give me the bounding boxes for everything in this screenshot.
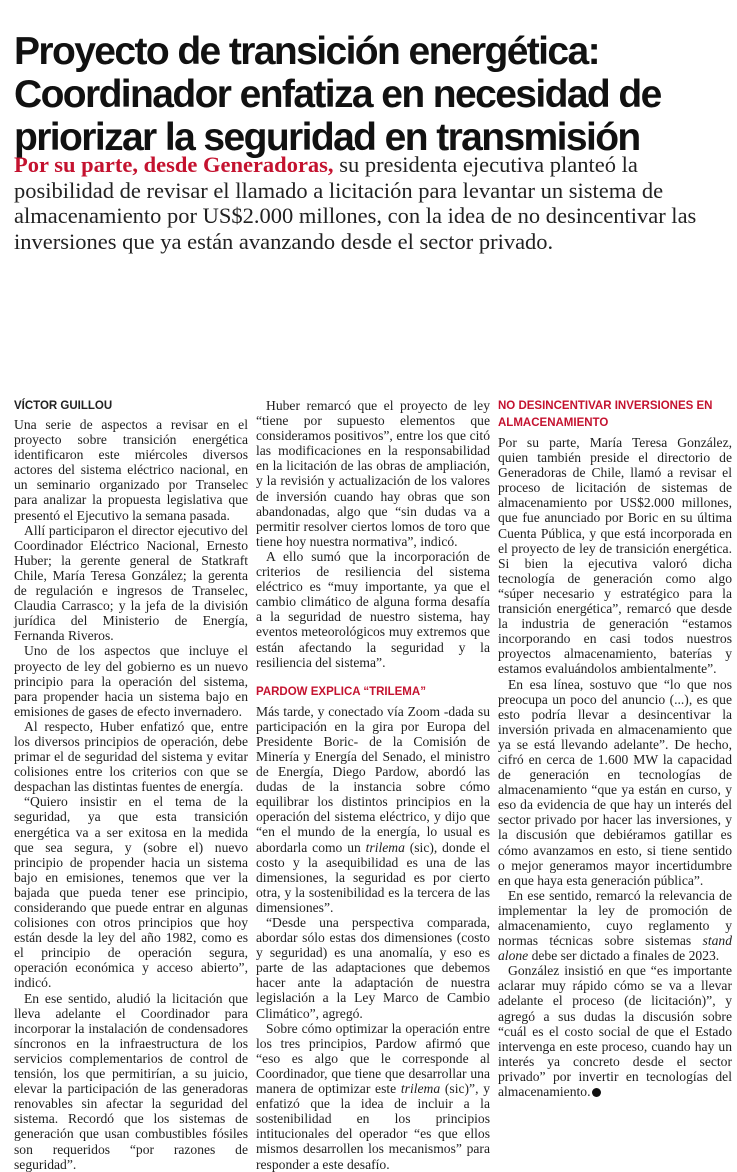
headline-line: Proyecto de transición energética: xyxy=(14,30,599,74)
italic-term: trilema xyxy=(365,839,405,855)
deck-line xyxy=(14,152,729,178)
paragraph: A ello sumó que la incorporación de criterios de resiliencia del sistema eléctrico es “muy importante, ya que el cambio climático de alguna forma desafía a la seguridad de nuestro sistema, hay eventos meteorológicos muy extremos que están afectando la seguridad y la resiliencia del sistema”. xyxy=(256,548,490,670)
paragraph xyxy=(256,1021,490,1172)
paragraph: En esa línea, sostuvo que “lo que nos preocupa un poco del anuncio (...), es que esto podría llevar a desincentivar la inversión privada en almacenamiento que ya se está llevando adelante”. De hecho, cifró en cerca de 1.600 MW la capacidad de generación en tecnologías de almacenamiento “que ya están en curso, y eso da evidencia de que hay un interés del sector privado por hacer las inversiones, y la discusión que debiéramos gatillar es cómo avanzamos en esto, si tiene sentido o mejor generamos mayor incertidumbre en que haya esta generación pública”. xyxy=(498,676,732,888)
end-mark-icon xyxy=(592,1088,601,1097)
column-2 xyxy=(256,398,490,1172)
headline xyxy=(14,30,734,159)
section-subhead: PARDOW EXPLICA “TRILEMA” xyxy=(256,685,426,698)
paragraph xyxy=(498,963,732,1099)
paragraph: Uno de los aspectos que incluye el proyecto de ley del gobierno es un nuevo principio para la operación del sistema, para propender hacia un sistema bajo en emisiones de gases de efecto invernadero. xyxy=(14,643,248,719)
text: (sic), donde el costo y la asequibilidad es una de las dimensiones, la seguridad es por cierto otra, y la sostenibilidad es la tercera de las dimensiones”. xyxy=(256,839,490,915)
paragraph xyxy=(498,888,732,963)
paragraph: Una serie de aspectos a revisar en el proyecto sobre transición energética identificaron este miércoles diversos actores del sistema eléctrico nacional, en un seminario organizado por Transelec para analizar la propuesta legislativa que presentó el Ejecutivo la semana pasada. xyxy=(14,417,248,523)
italic-term: stand alone xyxy=(498,933,732,964)
paragraph: En ese sentido, aludió la licitación que lleva adelante el Coordinador para incorporar la instalación de condensadores síncronos en la infraestructura de los servicios complementarios de control de tensión, los que permitirían, a su juicio, elevar la participación de las generadoras renovables sin afectar la seguridad del sistema. Recordó que los sistemas de generación que usan combustibles fósiles son requeridos “por razones de seguridad”. xyxy=(14,990,248,1172)
text: Más tarde, y conectado vía Zoom -dada su participación en la gira por Europa del Presidente Boric- de la Comisión de Minería y Energía del Senado, el ministro de Energía, Diego Pardow, abordó las dudas de la instancia sobre cómo equilibrar los distintos principios en la operación del sistema eléctrico, y dijo que “en el mundo de la energía, lo usual es abordarla como un xyxy=(256,703,490,855)
text: (sic)”, y enfatizó que la idea de incluir a la sostenibilidad en los principios intitucionales del operador “es que ellos mismos desarrollen los mecanismos” para responder a este desafío. xyxy=(256,1081,490,1172)
paragraph xyxy=(256,704,490,915)
column-3 xyxy=(498,398,732,1099)
italic-term: trilema xyxy=(400,1081,441,1097)
text: Sobre cómo optimizar la operación entre los tres principios, Pardow afirmó que “eso es algo que le corresponde al Coordinador, que tiene que desarrollar una manera de optimizar este xyxy=(256,1020,490,1097)
paragraph: “Desde una perspectiva comparada, abordar sólo estas dos dimensiones (costo y seguridad) es una anomalía, y eso es parte de las adaptaciones que debemos hacer ante la adaptación de nuestra legislación a la Ley Marco de Cambio Climático”, agregó. xyxy=(256,915,490,1021)
deck-lead: Por su parte, desde Generadoras, xyxy=(14,152,334,177)
paragraph: Por su parte, María Teresa González, quien también preside el directorio de Generadoras de Chile, llamó a revisar el proceso de licitación de sistemas de almacenamiento por US$2.000 millones, que fue anunciado por Boric en su última Cuenta Pública, y que está incorporada en el proyecto de ley de transición energética. Si bien la ejecutiva valoró dicha tecnología de generación como algo “súper necesario y estratégico para la transición energética”, remarcó que desde la industria de generación “estamos incorporando en casi todos nuestros proyectos almacenamiento, baterías y estamos evaluándolos ambientalmente”. xyxy=(498,435,732,677)
headline-line: Coordinador enfatiza en necesidad de xyxy=(14,73,661,117)
column-1 xyxy=(14,398,248,1172)
deck-line: almacenamiento por US$2.000 millones, con la idea de no desincentivar las xyxy=(14,203,697,228)
text: González insistió en que “es importante aclarar muy rápido cómo se va a llevar adelante el proceso (de licitación)”, y agregó a sus dudas la discusión sobre “cuál es el costo social de que el Estado intervenga en este proceso, cuando hay un interés ya concreto desde el sector privado” por invertir en tecnologías del almacenamiento. xyxy=(498,963,732,1100)
headline-line: priorizar la seguridad en transmisión xyxy=(14,116,640,160)
text: En ese sentido, remarcó la relevancia de implementar la ley de promoción de almacenamiento, cuyo reglamento y normas técnicas sobre sistemas xyxy=(498,887,732,949)
deck-line: inversiones que ya están avanzando desde el sector privado. xyxy=(14,228,554,254)
deck xyxy=(14,152,729,254)
text: debe ser dictado a finales de 2023. xyxy=(528,948,720,964)
paragraph: Al respecto, Huber enfatizó que, entre los diversos principios de operación, debe primar el de seguridad del sistema y evitar colisiones entre los criterios con que se despachan las distintas fuentes de energía. xyxy=(14,718,248,795)
paragraph: Huber remarcó que el proyecto de ley “tiene por supuesto elementos que consideramos positivos”, entre los que citó las modificaciones en la responsabilidad en la licitación de las obras de ampliación, y la revisión y actualización de los valores de inversión cuando hay obras que son abandonadas, algo que “sin dudas va a permitir resolver ciertos lomos de toro que tiene hoy nuestra normativa”, indicó. xyxy=(256,398,490,549)
deck-text: su presidenta ejecutiva planteó la xyxy=(333,152,638,177)
deck-line: posibilidad de revisar el llamado a licitación para levantar un sistema de xyxy=(14,177,664,203)
paragraph: “Quiero insistir en el tema de la seguridad, ya que esta transición energética va a ser exitosa en la medida que sea segura, y (sobre el) nuevo principio de propender hacia un sistema bajo en emisiones, tenemos que ver la bajada que pueda tener ese principio, considerando que puede entrar en algunas colisiones con otros principios que hoy están desde la ley del año 1982, como es el principio de operación segura, operación económica y acceso abierto”, indicó. xyxy=(14,794,248,991)
section-subhead: NO DESINCENTIVAR INVERSIONES EN ALMACENAMIENTO xyxy=(498,400,713,429)
byline: VÍCTOR GUILLOU xyxy=(14,400,113,412)
paragraph: Allí participaron el director ejecutivo del Coordinador Eléctrico Nacional, Ernesto Huber; la gerente general de Statkraft Chile, María Teresa González; la gerenta de regulación e ingresos de Transelec, Claudia Carrasco; y la jefa de la división jurídica del Ministerio de Energía, Fernanda Riveros. xyxy=(14,522,248,644)
